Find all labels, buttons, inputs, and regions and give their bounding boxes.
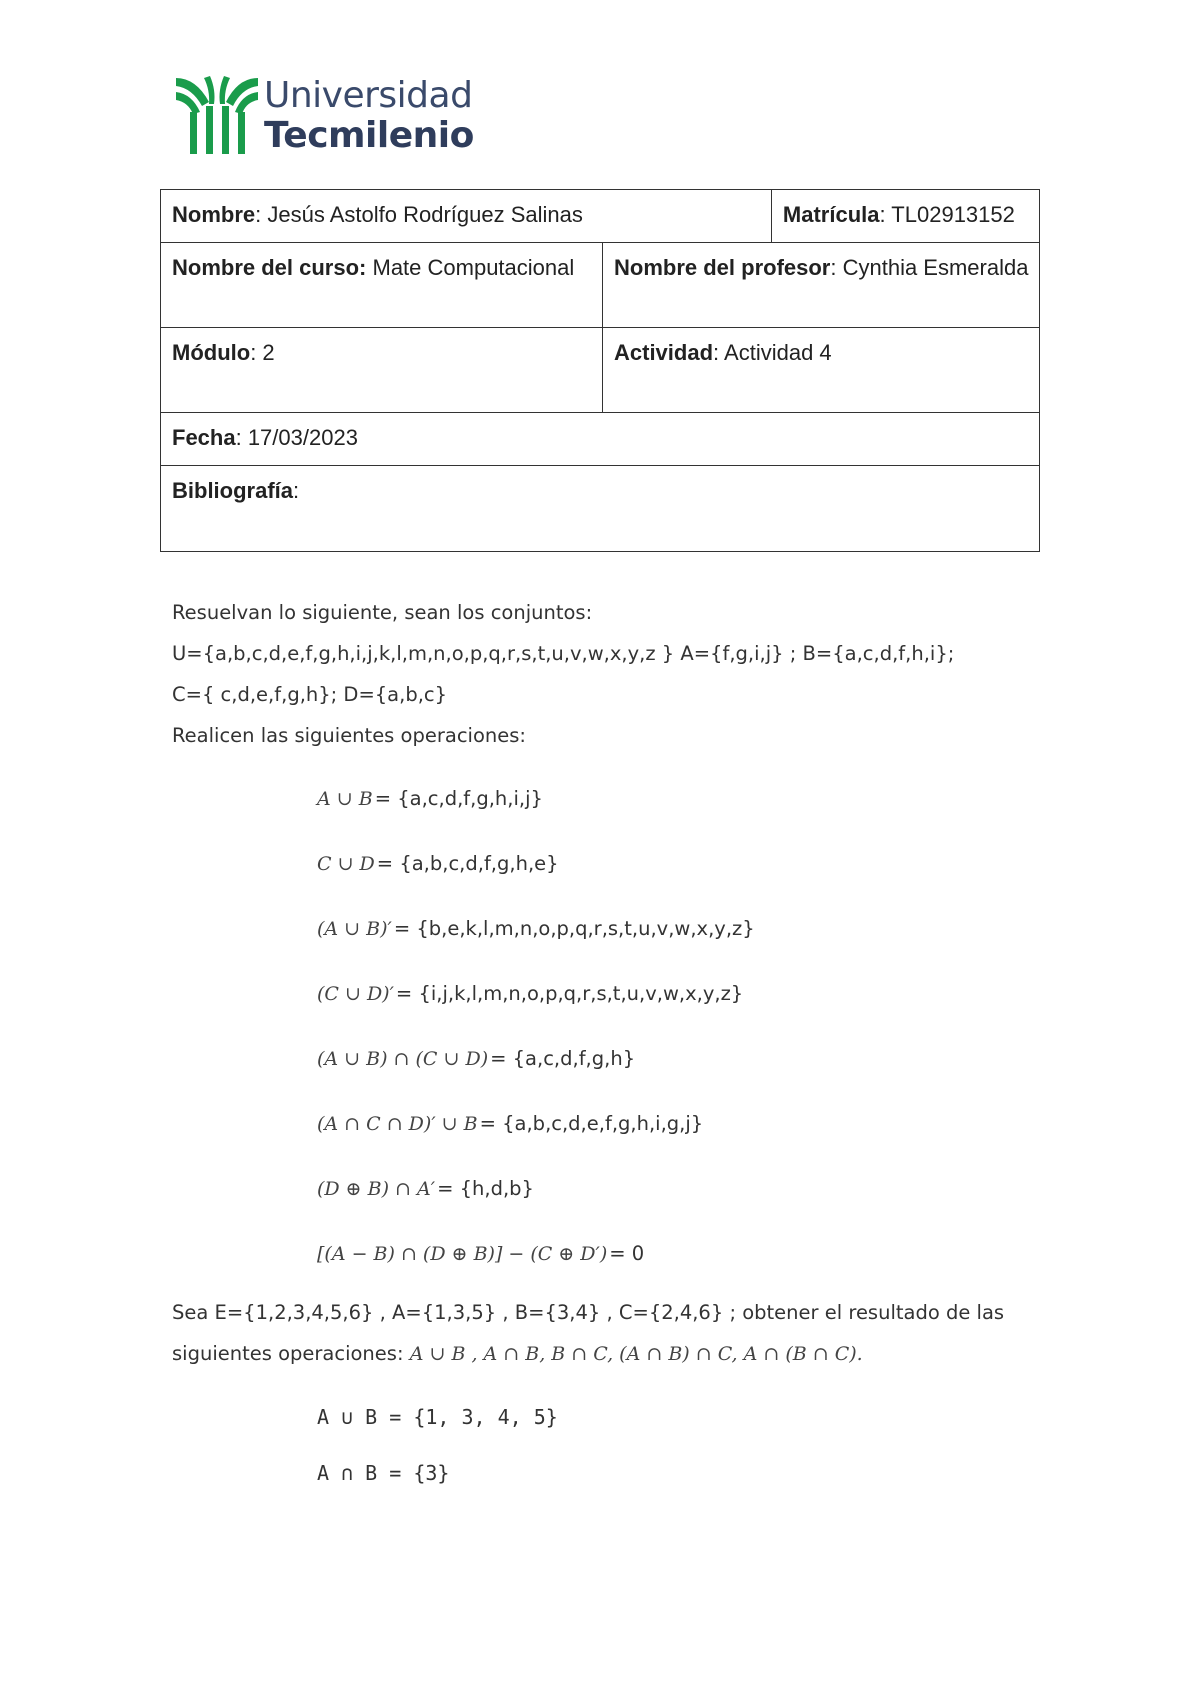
operation-item xyxy=(317,1091,1072,1156)
operation-expression: [(A − B) ∩ (D ⊕ B)] − (C ⊕ D′) xyxy=(317,1242,608,1265)
cell-fecha xyxy=(161,413,1040,466)
nombre-value: : Jesús Astolfo Rodríguez Salinas xyxy=(255,202,583,227)
operation-result: = {a,c,d,f,g,h} xyxy=(490,1046,636,1070)
operations-list xyxy=(317,766,1072,1286)
cell-modulo xyxy=(161,328,603,413)
nombre-label: Nombre xyxy=(172,202,256,227)
actividad-value: : Actividad 4 xyxy=(713,340,832,365)
matricula-value: : TL02913152 xyxy=(879,202,1015,227)
profesor-value: : Cynthia Esmeralda xyxy=(830,255,1029,280)
operation-item xyxy=(317,896,1072,961)
fecha-label: Fecha xyxy=(172,425,236,450)
cell-bibliografia xyxy=(161,466,1040,552)
matricula-label: Matrícula xyxy=(782,202,880,227)
cell-actividad xyxy=(603,328,1040,413)
operation-result: = 0 xyxy=(609,1241,645,1265)
tecmilenio-leaf-icon xyxy=(176,76,258,156)
intro-text: Resuelvan lo siguiente, sean los conjuntos: xyxy=(172,601,593,624)
logo-line-tecmilenio: Tecmilenio xyxy=(264,115,474,156)
operation-expression: (D ⊕ B) ∩ A′ xyxy=(317,1177,436,1200)
operation-expression: (A ∪ B)′ xyxy=(317,917,392,940)
operation-item xyxy=(317,1026,1072,1091)
exercise-line-1: Sea E={1,2,3,4,5,6} , A={1,3,5} , B={3,4} , C={2,4,6} ; obtener el resultado de las xyxy=(172,1301,1005,1324)
operation-item xyxy=(317,961,1072,1026)
student-info-table xyxy=(160,189,1040,552)
cell-matricula xyxy=(771,190,1039,243)
exercise-line-2 xyxy=(172,1333,1072,1375)
actividad-label: Actividad xyxy=(614,340,714,365)
exercise-line-2-expression: A ∪ B , A ∩ B, B ∩ C, (A ∩ B) ∩ C, A ∩ (B ∩ C). xyxy=(409,1343,863,1365)
operation-result: = {a,c,d,f,g,h,i,j} xyxy=(374,786,543,810)
operation-result: = {a,b,c,d,e,f,g,h,i,g,j} xyxy=(479,1111,704,1135)
operation-item xyxy=(317,831,1072,896)
fecha-value: : 17/03/2023 xyxy=(235,425,358,450)
curso-value: Mate Computacional xyxy=(366,255,575,280)
operation-expression: (A ∩ C ∩ D)′ ∪ B xyxy=(317,1112,478,1135)
operation-expression: A ∪ B xyxy=(317,787,373,810)
sets-line-2: C={ c,d,e,f,g,h}; D={a,b,c} xyxy=(172,683,448,706)
university-logo xyxy=(176,76,474,156)
exercise-line-2-text: siguientes operaciones: xyxy=(172,1342,410,1365)
cell-profesor xyxy=(603,243,1040,328)
operation-expression: C ∪ D xyxy=(317,852,375,875)
answers-list xyxy=(172,1389,1072,1501)
operation-expression: (A ∪ B) ∩ (C ∪ D) xyxy=(317,1047,489,1070)
operation-item xyxy=(317,1221,1072,1286)
modulo-value: : 2 xyxy=(250,340,275,365)
document-body xyxy=(172,592,1072,1501)
cell-nombre xyxy=(161,190,772,243)
bibliografia-value: : xyxy=(293,478,300,503)
operation-item xyxy=(317,766,1072,831)
cell-curso xyxy=(161,243,603,328)
operation-result: = {i,j,k,l,m,n,o,p,q,r,s,t,u,v,w,x,y,z} xyxy=(395,981,744,1005)
logo-line-universidad: Universidad xyxy=(264,75,473,116)
operation-item xyxy=(317,1156,1072,1221)
curso-label: Nombre del curso: xyxy=(172,255,367,280)
bibliografia-label: Bibliografía xyxy=(172,478,294,503)
profesor-label: Nombre del profesor xyxy=(614,255,831,280)
answer-item: A ∩ B = {3} xyxy=(317,1461,450,1485)
operation-result: = {h,d,b} xyxy=(437,1176,534,1200)
operation-result: = {b,e,k,l,m,n,o,p,q,r,s,t,u,v,w,x,y,z} xyxy=(393,916,755,940)
operations-intro: Realicen las siguientes operaciones: xyxy=(172,724,526,747)
answer-item: A ∪ B = {1, 3, 4, 5} xyxy=(317,1405,558,1429)
operation-expression: (C ∪ D)′ xyxy=(317,982,394,1005)
operation-result: = {a,b,c,d,f,g,h,e} xyxy=(376,851,559,875)
modulo-label: Módulo xyxy=(172,340,251,365)
sets-line-1: U={a,b,c,d,e,f,g,h,i,j,k,l,m,n,o,p,q,r,s,t,u,v,w,x,y,z } A={f,g,i,j} ; B={a,c,d,f,h,i}; xyxy=(172,642,955,665)
